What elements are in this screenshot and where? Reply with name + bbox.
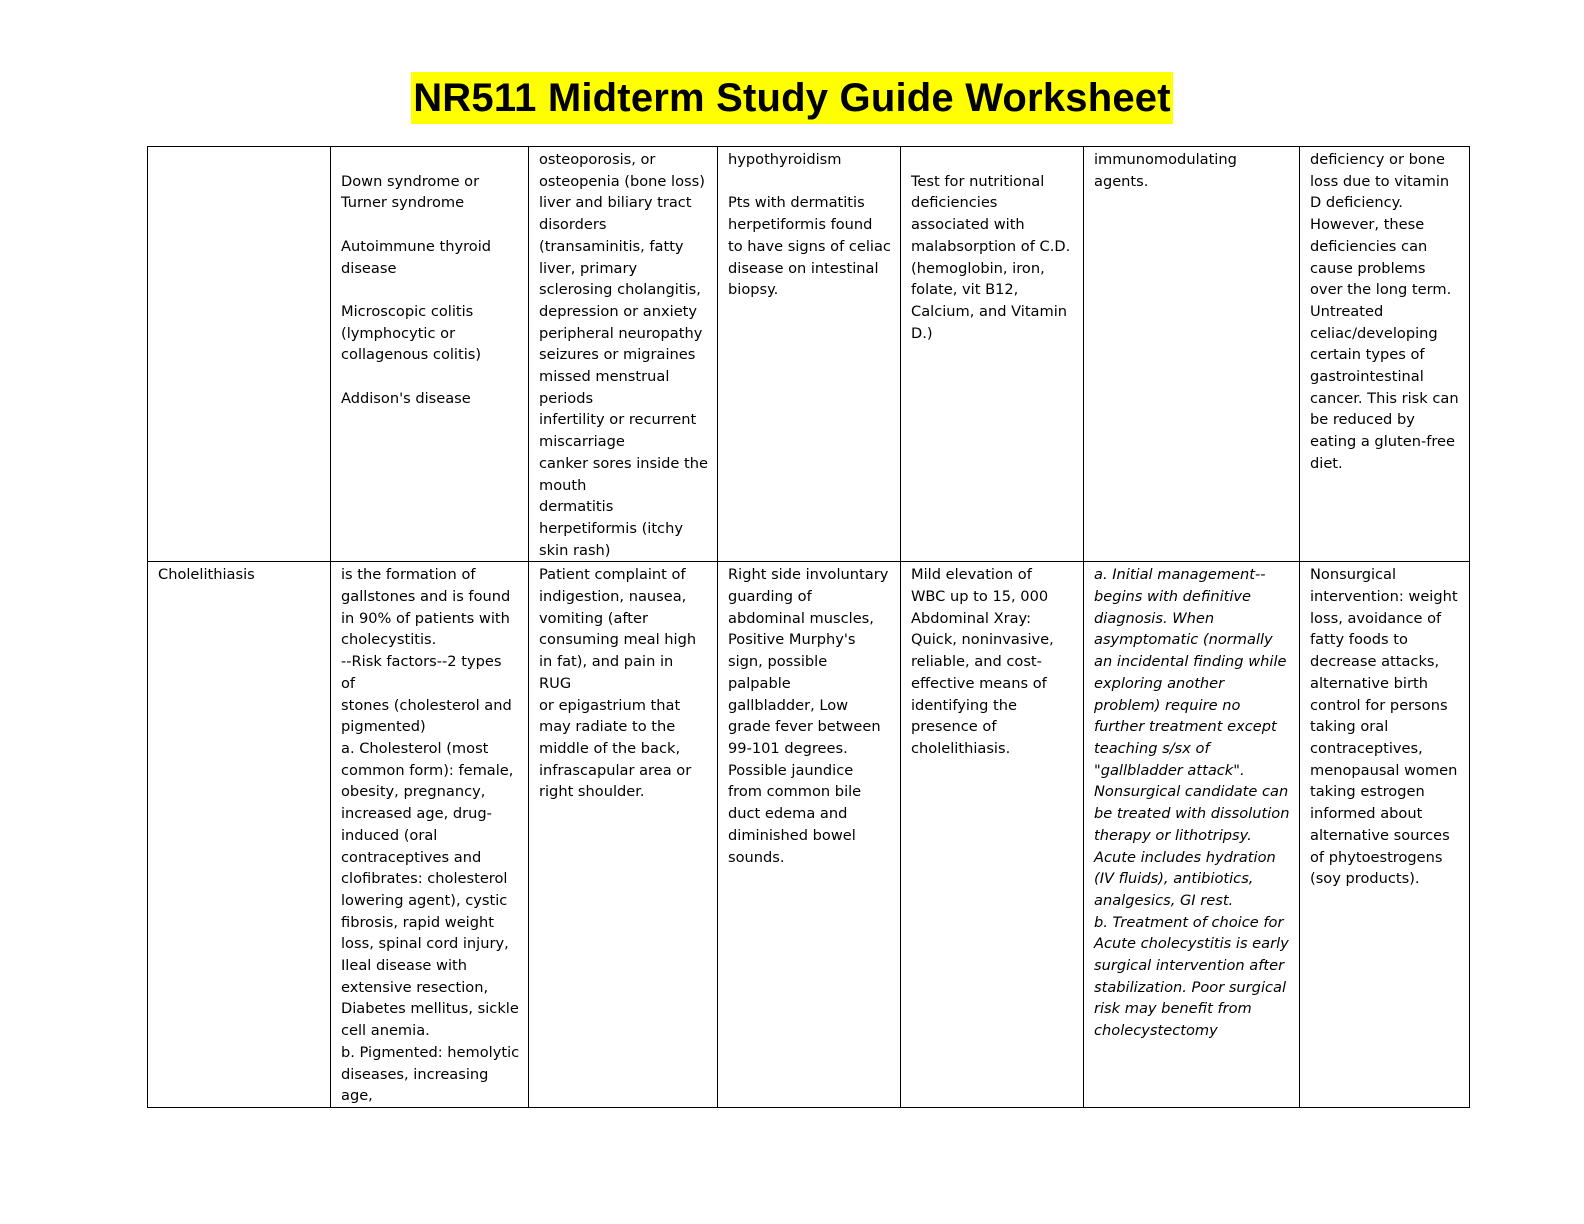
cell-text-line: osteoporosis, or <box>539 151 656 168</box>
management-cell <box>1084 562 1300 1108</box>
cell-text-line: herpetiformis found <box>728 216 873 234</box>
cell-text-line: consuming meal high <box>539 631 697 649</box>
physical-exam-cell <box>718 147 901 562</box>
page-title: NR511 Midterm Study Guide Worksheet <box>411 72 1173 124</box>
cell-text-line: Nonsurgical <box>1310 566 1397 584</box>
cell-text-line: sounds. <box>728 848 785 866</box>
cell-text-line: Untreated <box>1310 302 1384 320</box>
cell-text-line: b. Pigmented: hemolytic <box>341 1043 520 1061</box>
cell-text-line: vomiting (after <box>539 609 648 627</box>
cell-text-line: dermatitis <box>539 498 614 516</box>
cell-text-line: disease on intestinal <box>728 259 879 277</box>
cell-text-line: middle of the back, <box>539 739 681 757</box>
cell-text-line: teaching s/sx of <box>1094 739 1210 757</box>
cell-text-line: intervention: weight <box>1310 588 1458 606</box>
cell-text-line: exploring another <box>1094 674 1225 692</box>
blank-line <box>341 149 520 171</box>
cell-text-line: liver and biliary tract <box>539 194 692 212</box>
cell-text-line: Turner syndrome <box>341 194 465 212</box>
cell-text-line: stones (cholesterol and <box>341 696 512 714</box>
cell-text-line: Cholelithiasis <box>158 566 255 584</box>
cell-text-line: folate, vit B12, <box>911 281 1019 299</box>
cell-text-line: therapy or lithotripsy. <box>1094 826 1252 844</box>
diagnostics-cell <box>901 147 1084 562</box>
cell-text-line: diagnosis. When <box>1094 609 1215 627</box>
cell-text-line: cholecystectomy <box>1094 1022 1218 1040</box>
cell-text-line: or epigastrium that <box>539 696 681 714</box>
cell-text-line: collagenous colitis) <box>341 346 482 364</box>
blank-line <box>911 149 1075 171</box>
definition-risk-factors-cell <box>331 562 529 1108</box>
cell-text-line: of phytoestrogens <box>1310 848 1443 866</box>
cell-text-line: from common bile <box>728 783 862 801</box>
cell-text-line: deficiency or bone <box>1310 151 1446 168</box>
cell-text-line: depression or anxiety <box>539 302 698 320</box>
cell-text-line: control for persons <box>1310 696 1448 714</box>
cell-text-line: peripheral neuropathy <box>539 324 703 342</box>
cell-text-line: fatty foods to <box>1310 631 1408 649</box>
education-cell <box>1300 147 1470 562</box>
cell-text-line: cholecystitis. <box>341 631 437 649</box>
cell-text-line: missed menstrual <box>539 368 670 386</box>
cell-text-line: Patient complaint of <box>539 566 686 584</box>
blank-line <box>341 366 520 388</box>
cell-text-line: decrease attacks, <box>1310 653 1440 671</box>
blank-line <box>341 214 520 236</box>
cell-text-line: contraceptives and <box>341 848 482 866</box>
cell-text-line: Pts with dermatitis <box>728 194 865 212</box>
cell-text-line: miscarriage <box>539 433 625 451</box>
cell-text-line: effective means of <box>911 674 1047 692</box>
cell-text-line: may radiate to the <box>539 718 676 736</box>
cell-text-line: "gallbladder attack". <box>1094 761 1245 779</box>
cell-text-line: deficiencies <box>911 194 998 212</box>
cell-text-line: obesity, pregnancy, <box>341 783 486 801</box>
cell-text-line: hypothyroidism <box>728 151 842 168</box>
symptoms-cell <box>529 562 718 1108</box>
cell-text-line: contraceptives, <box>1310 739 1423 757</box>
cell-text-line: Test for nutritional <box>911 172 1045 190</box>
cell-text-line: Acute cholecystitis is early <box>1094 935 1289 953</box>
cell-text-line: celiac/developing <box>1310 324 1438 342</box>
cell-text-line: canker sores inside the <box>539 454 708 472</box>
cell-text-line: deficiencies can <box>1310 237 1428 255</box>
cell-text-line: to have signs of celiac <box>728 237 891 255</box>
cell-text-line: D deficiency. <box>1310 194 1403 212</box>
cell-text-line: However, these <box>1310 216 1425 234</box>
cell-text-line: alternative sources <box>1310 826 1450 844</box>
cell-text-line: disease <box>341 259 397 277</box>
cell-text-line: taking oral <box>1310 718 1389 736</box>
cell-text-line: indigestion, nausea, <box>539 588 687 606</box>
cell-text-line: Autoimmune thyroid <box>341 237 492 255</box>
cell-text-line: analgesics, GI rest. <box>1094 891 1234 909</box>
cell-text-line: diseases, increasing age, <box>341 1065 494 1105</box>
cell-text-line: a. Initial management-- <box>1094 566 1266 584</box>
cell-text-line: Microscopic colitis <box>341 302 474 320</box>
management-cell <box>1084 147 1300 562</box>
cell-text-line: cancer. This risk can <box>1310 389 1459 407</box>
cell-text-line: immunomodulating <box>1094 151 1237 168</box>
cell-text-line: infertility or recurrent <box>539 411 697 429</box>
cell-text-line: a. Cholesterol (most <box>341 739 489 757</box>
cell-text-line: Right side involuntary <box>728 566 889 584</box>
cell-text-line: loss, avoidance of <box>1310 609 1442 627</box>
cell-text-line: Ileal disease with <box>341 957 467 975</box>
cell-text-line: be treated with dissolution <box>1094 805 1290 823</box>
cell-text-line: pigmented) <box>341 718 426 736</box>
cell-text-line: periods <box>539 389 594 407</box>
cell-text-line: b. Treatment of choice for <box>1094 913 1284 931</box>
diagnostics-cell <box>901 562 1084 1108</box>
cell-text-line: 99-101 degrees. <box>728 739 848 757</box>
cell-text-line: presence of <box>911 718 997 736</box>
cell-text-line: Quick, noninvasive, <box>911 631 1054 649</box>
cell-text-line: (lymphocytic or <box>341 324 456 342</box>
cell-text-line: fibrosis, rapid weight <box>341 913 494 931</box>
cell-text-line: osteopenia (bone loss) <box>539 172 705 190</box>
cell-text-line: cholelithiasis. <box>911 739 1011 757</box>
blank-line <box>341 279 520 301</box>
cell-text-line: increased age, drug- <box>341 805 492 823</box>
cell-text-line: right shoulder. <box>539 783 645 801</box>
cell-text-line: risk may benefit from <box>1094 1000 1252 1018</box>
risk-factors-cell <box>331 147 529 562</box>
physical-exam-cell <box>718 562 901 1108</box>
title-wrapper <box>0 72 1584 124</box>
cell-text-line: malabsorption of C.D. <box>911 237 1071 255</box>
cell-text-line: identifying the <box>911 696 1017 714</box>
cell-text-line: eating a gluten-free <box>1310 433 1455 451</box>
cell-text-line: induced (oral <box>341 826 438 844</box>
cell-text-line: sign, possible palpable <box>728 653 832 692</box>
cell-text-line: sclerosing cholangitis, <box>539 281 701 299</box>
cell-text-line: in fat), and pain in RUG <box>539 653 678 692</box>
cell-text-line: abdominal muscles, <box>728 609 874 627</box>
cell-text-line: alternative birth <box>1310 674 1428 692</box>
cell-text-line: (hemoglobin, iron, <box>911 259 1045 277</box>
cell-text-line: gallbladder, Low <box>728 696 849 714</box>
table-row <box>148 562 1470 1108</box>
cell-text-line: WBC up to 15, 000 <box>911 588 1049 606</box>
cell-text-line: D.) <box>911 324 933 342</box>
cell-text-line: gastrointestinal <box>1310 368 1424 386</box>
cell-text-line: further treatment except <box>1094 718 1277 736</box>
cell-text-line: Mild elevation of <box>911 566 1032 584</box>
cell-text-line: clofibrates: cholesterol <box>341 870 508 888</box>
cell-text-line: Addison's disease <box>341 389 471 407</box>
cell-text-line: (transaminitis, fatty <box>539 237 684 255</box>
cell-text-line: disorders <box>539 216 607 234</box>
cell-text-line: liver, primary <box>539 259 638 277</box>
cell-text-line: herpetiformis (itchy <box>539 519 683 537</box>
cell-text-line: mouth <box>539 476 587 494</box>
cell-text-line: begins with definitive <box>1094 588 1252 606</box>
symptoms-cell <box>529 147 718 562</box>
cell-text-line: problem) require no <box>1094 696 1241 714</box>
cell-text-line: in 90% of patients with <box>341 609 510 627</box>
cell-text-line: an incidental finding while <box>1094 653 1287 671</box>
cell-text-line: diet. <box>1310 454 1343 472</box>
cell-text-line: (soy products). <box>1310 870 1420 888</box>
cell-text-line: reliable, and cost- <box>911 653 1042 671</box>
cell-text-line: is the formation of <box>341 566 476 584</box>
cell-text-line: skin rash) <box>539 541 611 559</box>
cell-text-line: diminished bowel <box>728 826 856 844</box>
cell-text-line: associated with <box>911 216 1025 234</box>
cell-text-line: over the long term. <box>1310 281 1452 299</box>
cell-text-line: Abdominal Xray: <box>911 609 1032 627</box>
cell-text-line: biopsy. <box>728 281 779 299</box>
cell-text-line: loss, spinal cord injury, <box>341 935 509 953</box>
cell-text-line: duct edema and <box>728 805 848 823</box>
cell-text-line: Acute includes hydration <box>1094 848 1276 866</box>
table-row <box>148 147 1470 562</box>
cell-text-line: surgical intervention after <box>1094 957 1285 975</box>
cell-text-line: menopausal women <box>1310 761 1458 779</box>
cell-text-line: loss due to vitamin <box>1310 172 1450 190</box>
education-cell <box>1300 562 1470 1108</box>
cell-text-line: informed about <box>1310 805 1423 823</box>
cell-text-line: extensive resection, <box>341 978 489 996</box>
study-guide-table <box>147 146 1470 1108</box>
cell-text-line: seizures or migraines <box>539 346 696 364</box>
condition-cell <box>148 147 331 562</box>
cell-text-line: common form): female, <box>341 761 514 779</box>
cell-text-line: be reduced by <box>1310 411 1415 429</box>
cell-text-line: Nonsurgical candidate can <box>1094 783 1289 801</box>
blank-line <box>728 171 892 193</box>
cell-text-line: Positive Murphy's <box>728 631 856 649</box>
cell-text-line: taking estrogen <box>1310 783 1425 801</box>
cell-text-line: Down syndrome or <box>341 172 480 190</box>
cell-text-line: (IV fluids), antibiotics, <box>1094 870 1254 888</box>
cell-text-line: agents. <box>1094 172 1149 190</box>
cell-text-line: Calcium, and Vitamin <box>911 302 1068 320</box>
cell-text-line: certain types of <box>1310 346 1425 364</box>
cell-text-line: Diabetes mellitus, sickle <box>341 1000 519 1018</box>
cell-text-line: lowering agent), cystic <box>341 891 508 909</box>
cell-text-line: gallstones and is found <box>341 588 511 606</box>
cell-text-line: grade fever between <box>728 718 881 736</box>
cell-text-line: Possible jaundice <box>728 761 854 779</box>
cell-text-line: stabilization. Poor surgical <box>1094 978 1287 996</box>
cell-text-line: infrascapular area or <box>539 761 692 779</box>
cell-text-line: --Risk factors--2 types of <box>341 653 507 692</box>
cell-text-line: guarding of <box>728 588 812 606</box>
condition-cell <box>148 562 331 1108</box>
cell-text-line: asymptomatic (normally <box>1094 631 1273 649</box>
cell-text-line: cell anemia. <box>341 1022 430 1040</box>
cell-text-line: cause problems <box>1310 259 1426 277</box>
